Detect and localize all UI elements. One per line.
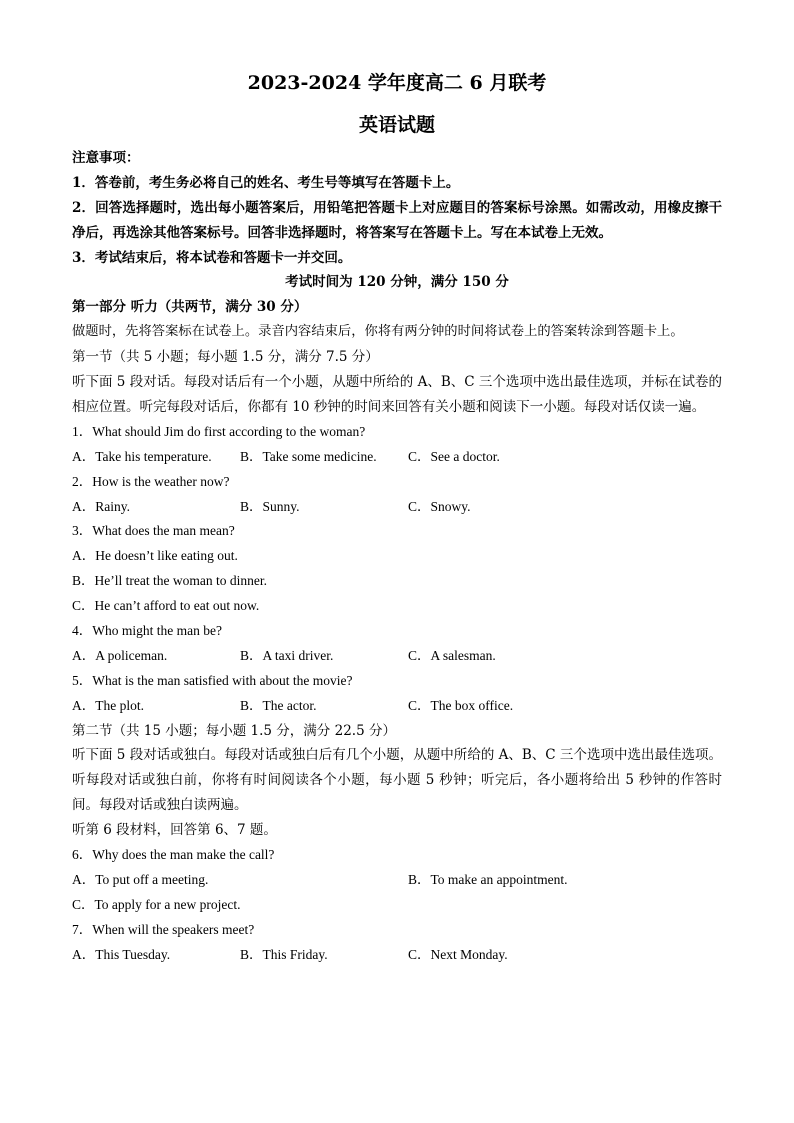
section2-intro: 听下面 5 段对话或独白。每段对话或独白后有几个小题，从题中所给的 A、B、C 三个选项中选出最佳选项。听每段对话或独白前，你将有时间阅读各个小题，每小题 5 秒钟；听完后，各小题将给出 5 秒钟的作答时间。每段对话或独白读两遍。	[72, 747, 722, 814]
part1-intro: 做题时，先将答案标在试卷上。录音内容结束后，你将有两分钟的时间将试卷上的答案转涂到答题卡上。	[72, 324, 684, 340]
question-3-option-a: A．He doesn’t like eating out.	[72, 548, 238, 564]
question-5-option-c: C．The box office.	[408, 697, 514, 713]
question-1-option-c: C．See a doctor.	[408, 448, 500, 464]
question-6-options-row1	[72, 868, 722, 893]
question-7-option-b: B．This Friday.	[240, 946, 328, 962]
question-5-stem: 5．What is the man satisfied with about the movie?	[72, 672, 353, 688]
question-4-stem: 4．Who might the man be?	[72, 622, 222, 638]
question-6-option-c: C．To apply for a new project.	[72, 896, 241, 912]
material-6-instruction: 听第 6 段材料，回答第 6、7 题。	[72, 822, 277, 839]
question-4-option-c: C．A salesman.	[408, 647, 496, 663]
question-6-option-b: B．To make an appointment.	[408, 871, 568, 887]
question-4-option-a: A．A policeman.	[72, 647, 168, 663]
question-4-options	[72, 644, 722, 669]
question-5-option-b: B．The actor.	[240, 697, 317, 713]
question-7-option-c: C．Next Monday.	[408, 946, 508, 962]
notice-item-1: 1．答卷前，考生务必将自己的姓名、考生号等填写在答题卡上。	[72, 174, 460, 191]
question-5-options	[72, 694, 722, 719]
question-7-option-a: A．This Tuesday.	[72, 946, 171, 962]
question-7-stem: 7．When will the speakers meet?	[72, 921, 255, 937]
exam-title: 2023-2024 学年度高二 6 月联考	[247, 72, 547, 94]
question-4-option-b: B．A taxi driver.	[240, 647, 334, 663]
question-1-option-a: A．Take his temperature.	[72, 448, 212, 464]
question-1-options	[72, 445, 722, 470]
question-3-option-b: B．He’ll treat the woman to dinner.	[72, 573, 267, 589]
question-1-option-b: B．Take some medicine.	[240, 448, 377, 464]
question-3-stem: 3．What does the man mean?	[72, 523, 235, 539]
notice-item-3: 3．考试结束后，将本试卷和答题卡一并交回。	[72, 249, 352, 266]
question-2-option-b: B．Sunny.	[240, 498, 300, 514]
question-3-option-c: C．He can’t afford to eat out now.	[72, 598, 260, 614]
section2-heading: 第二节（共 15 小题；每小题 1.5 分，满分 22.5 分）	[72, 722, 396, 739]
question-6-stem: 6．Why does the man make the call?	[72, 847, 275, 863]
question-2-stem: 2．How is the weather now?	[72, 473, 230, 489]
question-2-option-c: C．Snowy.	[408, 498, 471, 514]
question-5-option-a: A．The plot.	[72, 697, 144, 713]
question-7-options	[72, 943, 722, 968]
question-6-option-a: A．To put off a meeting.	[72, 871, 209, 887]
part1-heading: 第一部分 听力（共两节，满分 30 分）	[72, 299, 308, 316]
section1-heading: 第一节（共 5 小题；每小题 1.5 分，满分 7.5 分）	[72, 349, 379, 366]
question-1-stem: 1．What should Jim do first according to the woman?	[72, 423, 366, 439]
notice-item-2: 2．回答选择题时，选出每小题答案后，用铅笔把答题卡上对应题目的答案标号涂黑。如需改动，用橡皮擦干净后，再选涂其他答案标号。回答非选择题时，将答案写在答题卡上。写在本试卷上无效。	[72, 199, 722, 241]
question-2-options	[72, 495, 722, 520]
section1-intro: 听下面 5 段对话。每段对话后有一个小题，从题中所给的 A、B、C 三个选项中选出最佳选项，并标在试卷的相应位置。听完每段对话后，你都有 10 秒钟的时间来回答有关小题和阅读下一小题。每段对话仅读一遍。	[72, 374, 722, 415]
exam-subtitle: 英语试题	[358, 114, 435, 136]
question-2-option-a: A．Rainy.	[72, 498, 130, 514]
exam-body	[72, 146, 722, 968]
exam-time: 考试时间为 120 分钟，满分 150 分	[285, 274, 509, 291]
notice-heading: 注意事项：	[72, 150, 140, 166]
